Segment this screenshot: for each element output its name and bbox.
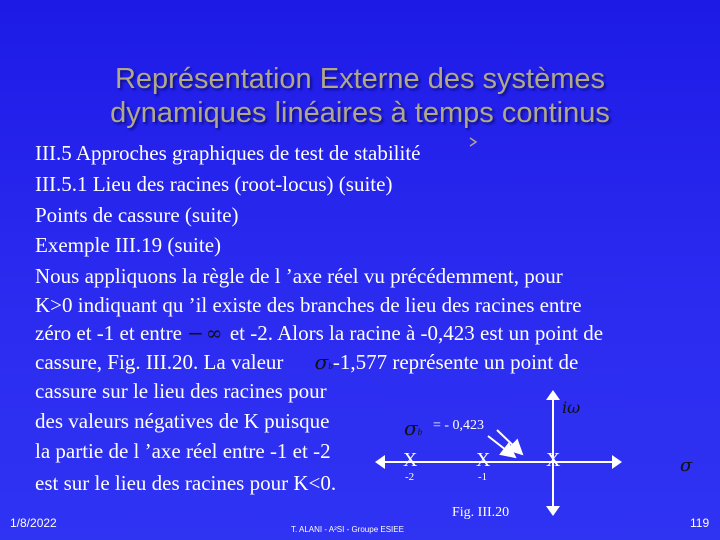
subsection-heading: III.5.1 Lieu des racines (root-locus) (suite) bbox=[35, 172, 393, 196]
breakaway-pointer-2 bbox=[497, 430, 522, 454]
paragraph-line-4-start: cassure, Fig. III.20. La valeur bbox=[35, 350, 284, 374]
pole-marker-origin: X bbox=[546, 449, 561, 471]
paragraph-line-6: des valeurs négatives de K puisque bbox=[35, 409, 330, 433]
paragraph-line-3-end: et -2. Alors la racine à -0,423 est un point de bbox=[229, 321, 604, 345]
real-axis-right-arrow bbox=[612, 455, 622, 469]
footer-date: 1/8/2022 bbox=[10, 516, 57, 530]
footer-author: T. ALANI - A²SI - Groupe ESIEE bbox=[291, 525, 404, 534]
pole-marker-minus-1: X bbox=[476, 449, 491, 471]
title-line-2: dynamiques linéaires à temps continus bbox=[110, 97, 610, 129]
sigma-b-value: = - 0,423 bbox=[433, 418, 485, 433]
jw-axis-label: iω bbox=[562, 398, 581, 417]
figure-sigma-b-subscript: b bbox=[417, 427, 423, 437]
imaginary-axis-down-arrow bbox=[546, 506, 560, 516]
breakaway-pointer-1 bbox=[488, 436, 515, 457]
pole-label-minus-1: -1 bbox=[478, 471, 488, 483]
sigma-axis-label: σ bbox=[680, 455, 693, 476]
paragraph-line-5: cassure sur le lieu des racines pour bbox=[35, 379, 327, 403]
title-decoration bbox=[470, 138, 476, 146]
pole-label-minus-2: -2 bbox=[405, 471, 415, 483]
minus-infinity-symbol: −∞ bbox=[187, 321, 225, 345]
topic-line: Points de cassure (suite) bbox=[35, 203, 239, 227]
paragraph-line-2: K>0 indiquant qu ’il existe des branches de lieu des racines entre bbox=[35, 293, 582, 317]
paragraph-line-8: est sur le lieu des racines pour K<0. bbox=[35, 471, 337, 495]
paragraph-line-3-start: zéro et -1 et entre bbox=[35, 321, 182, 345]
section-heading: III.5 Approches graphiques de test de stabilité bbox=[35, 141, 421, 165]
sigma-b-subscript: b bbox=[328, 361, 333, 371]
sigma-b-symbol: σ bbox=[314, 350, 329, 374]
page-number: 119 bbox=[690, 516, 710, 530]
pole-marker-minus-2: X bbox=[403, 449, 418, 471]
paragraph-line-7: la partie de l ’axe réel entre -1 et -2 bbox=[35, 439, 331, 463]
title-line-1: Représentation Externe des systèmes bbox=[114, 63, 606, 95]
paragraph-line-1: Nous appliquons la règle de l ’axe réel vu précédemment, pour bbox=[35, 264, 563, 288]
figure-sigma-b bbox=[404, 416, 422, 441]
figure-sigma-b-symbol: σ bbox=[404, 416, 418, 440]
real-axis-left-arrow bbox=[375, 455, 385, 469]
figure-caption: Fig. III.20 bbox=[452, 505, 510, 520]
imaginary-axis-up-arrow bbox=[546, 390, 560, 400]
paragraph-line-4-end: -1,577 représente un point de bbox=[332, 350, 579, 374]
example-line: Exemple III.19 (suite) bbox=[35, 233, 222, 257]
